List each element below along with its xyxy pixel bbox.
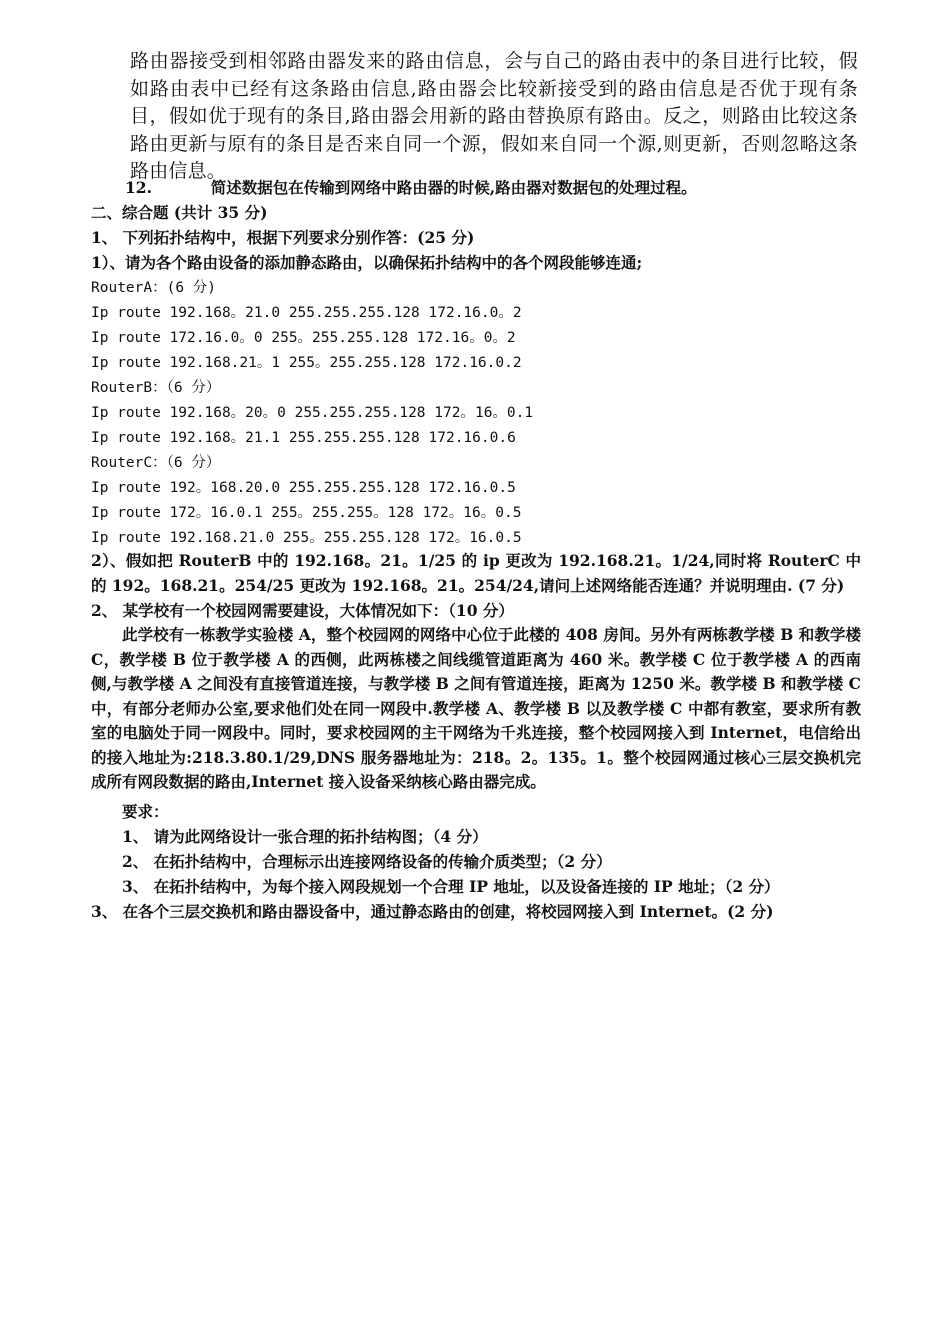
router-a-route-3: Ip route 192.168.21。1 255。255.255.128 172.16.0.2	[91, 355, 522, 371]
router-a-route-2: Ip route 172.16.0。0 255。255.255.128 172.16。0。2	[91, 330, 516, 346]
question-12-text: 简述数据包在传输到网络中路由器的时候,路由器对数据包的处理过程。	[210, 178, 697, 197]
router-b-route-1: Ip route 192.168。20。0 255.255.255.128 172。16。0.1	[91, 405, 534, 421]
router-b-label: RouterB：（6 分）	[91, 380, 221, 396]
router-c-route-1: Ip route 192。168.20.0 255.255.255.128 172.16.0.5	[91, 480, 516, 496]
requirement-3: 3、 在拓扑结构中，为每个接入网段规划一个合理 IP 地址，以及设备连接的 IP 地址；（2 分）	[122, 877, 780, 896]
intro-paragraph: 路由器接受到相邻路由器发来的路由信息，会与自己的路由表中的条目进行比较，假如路由表中已经有这条路由信息,路由器会比较新接受到的路由信息是否优于现有条目，假如优于现有的条目,路由器会用新的路由替换原有路由。反之，则路由比较这条路由更新与原有的条目是否来自同一个源，假如来自同一个源,则更新，否则忽略这条路由信息。	[130, 50, 858, 182]
router-a-route-1: Ip route 192.168。21.0 255.255.255.128 172.16.0。2	[91, 305, 522, 321]
question-2-body: 此学校有一栋教学实验楼 A，整个校园网的网络中心位于此楼的 408 房间。另外有两栋教学楼 B 和教学楼 C，教学楼 B 位于教学楼 A 的西侧，此两栋楼之间线缆管道距离为 460 米。教学楼 C 位于教学楼 A 的西南侧,与教学楼 A 之间没有直接管道连接，与教学楼 B 之间有管道连接，距离为 1250 米。教学楼 B 和教学楼 C 中，有部分老师办公室,要求他们处在同一网段中.教学楼 A、教学楼 B 以及教学楼 C 中都有教室，要求所有教室的电脑处于同一网段中。同时，要求校园网的主干网络为千兆连接，整个校园网接入到 Internet，电信给出的接入地址为:218.3.80.1/29,DNS 服务器地址为：218。2。135。1。整个校园网通过核心三层交换机完成所有网段数据的路由,Internet 接入设备采纳核心路由器完成。	[91, 625, 861, 791]
question-1-title: 1、 下列拓扑结构中，根据下列要求分别作答：(25 分)	[91, 228, 475, 247]
router-c-label: RouterC：（6 分）	[91, 455, 221, 471]
question-1-part-2: 2）、假如把 RouterB 中的 192.168。21。1/25 的 ip 更改为 192.168.21。1/24,同时将 RouterC 中的 192。168.21。254/25 更改为 192.168。21。254/24,请问上述网络能否连通？并说明理由. (7 分)	[91, 551, 861, 595]
question-12-number: 12.	[125, 178, 152, 197]
router-a-label: RouterA：(6 分)	[91, 280, 217, 296]
requirement-2: 2、 在拓扑结构中，合理标示出连接网络设备的传输介质类型；（2 分）	[122, 852, 612, 871]
question-2-title: 2、 某学校有一个校园网需要建设，大体情况如下：（10 分）	[91, 601, 514, 620]
question-3: 3、 在各个三层交换机和路由器设备中，通过静态路由的创建，将校园网接入到 Internet。(2 分)	[91, 902, 774, 921]
router-c-route-3: Ip route 192.168.21.0 255。255.255.128 172。16.0.5	[91, 530, 522, 546]
router-b-route-2: Ip route 192.168。21.1 255.255.255.128 172.16.0.6	[91, 430, 516, 446]
section-2-title: 二、综合题 (共计 35 分)	[91, 203, 268, 222]
requirement-1: 1、 请为此网络设计一张合理的拓扑结构图；（4 分）	[122, 827, 488, 846]
question-12	[125, 178, 697, 198]
router-c-route-2: Ip route 172。16.0.1 255。255.255。128 172。16。0.5	[91, 505, 522, 521]
question-1-part-1: 1）、请为各个路由设备的添加静态路由，以确保拓扑结构中的各个网段能够连通;	[91, 253, 643, 272]
requirements-label: 要求：	[122, 802, 169, 821]
